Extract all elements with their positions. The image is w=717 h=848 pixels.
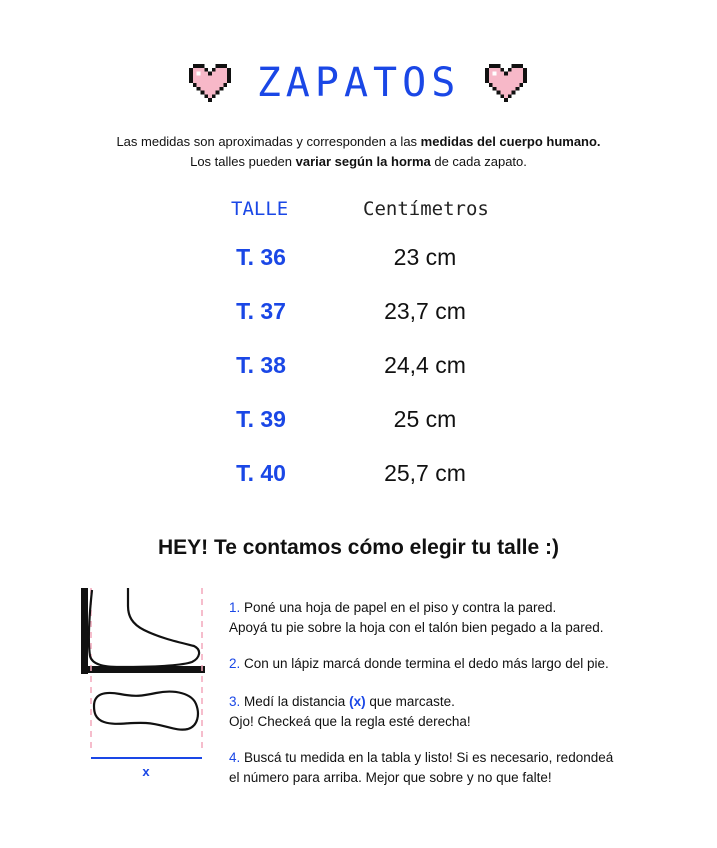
title-row bbox=[0, 58, 717, 114]
guide-heading: HEY! Te contamos cómo elegir tu talle :) bbox=[157, 536, 559, 559]
cm-value: 25,7 cm bbox=[384, 460, 466, 486]
size-value: T. 39 bbox=[236, 406, 286, 432]
intro-line-1: Las medidas son aproximadas y corresponden a las medidas del cuerpo humano. bbox=[116, 134, 601, 149]
intro-line-2: Los talles pueden variar según la horma de cada zapato. bbox=[190, 154, 527, 169]
measure-label: x bbox=[142, 764, 150, 779]
cm-value: 23,7 cm bbox=[384, 298, 466, 324]
table-row bbox=[0, 298, 717, 338]
column-header-cm: Centímetros bbox=[363, 198, 489, 220]
page-title: ZAPATOS bbox=[256, 60, 461, 106]
cm-value: 23 cm bbox=[393, 244, 457, 270]
foot-measure-illustration bbox=[80, 588, 210, 788]
foot-side-icon bbox=[89, 588, 199, 667]
cm-value: 24,4 cm bbox=[384, 352, 466, 378]
intro-text bbox=[0, 132, 717, 172]
cm-value: 25 cm bbox=[393, 406, 457, 432]
table-row bbox=[0, 406, 717, 446]
size-value: T. 36 bbox=[236, 244, 286, 270]
step-1: 1. Poné una hoja de papel en el piso y contra la pared. Apoyá tu pie sobre la hoja con el talón bien pegado a la pared. bbox=[229, 600, 604, 635]
step-2: 2. Con un lápiz marcá donde termina el dedo más largo del pie. bbox=[229, 656, 609, 671]
wall-icon bbox=[81, 588, 88, 674]
step-4: 4. Buscá tu medida en la tabla y listo! Si es necesario, redondeá el número para arriba. Mejor que sobre y no que falte! bbox=[229, 750, 614, 785]
table-row bbox=[0, 244, 717, 284]
pixel-heart-icon bbox=[484, 64, 528, 102]
size-value: T. 40 bbox=[236, 460, 286, 486]
size-value: T. 38 bbox=[236, 352, 286, 378]
step-3: 3. Medí la distancia (x) que marcaste. Ojo! Checkeá que la regla esté derecha! bbox=[229, 694, 471, 729]
foot-top-icon bbox=[94, 692, 198, 730]
size-value: T. 37 bbox=[236, 298, 286, 324]
column-header-size: TALLE bbox=[231, 198, 289, 220]
table-row bbox=[0, 352, 717, 392]
table-row bbox=[0, 460, 717, 500]
